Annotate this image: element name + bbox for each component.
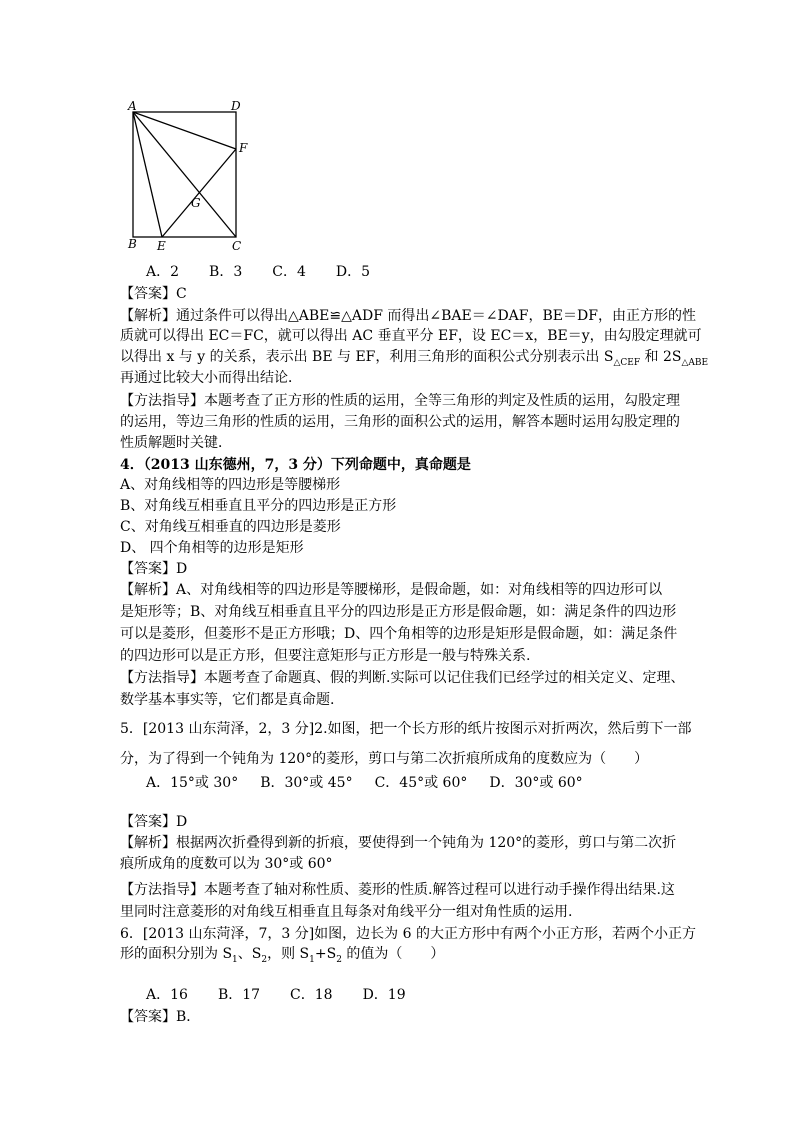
q4-analysis-line-2: 是矩形等；B、对角线互相垂直且平分的四边形是正方形是假命题，如：满足条件的四边形	[120, 604, 677, 620]
q3-sub-abe: △ABE	[681, 357, 709, 368]
q5-stem-line-2: 分，为了得到一个钝角为 120°的菱形，剪口与第二次折痕所成角的度数应为（ ）	[120, 751, 649, 767]
segment-ae	[133, 112, 162, 237]
q3-choice-d: D．5	[335, 264, 370, 280]
q4-method-line-2: 数学基本事实等，它们都是真命题.	[120, 692, 335, 708]
q3-sub-cef: △CEF	[613, 357, 641, 368]
q4-analysis-line-3: 可以是菱形，但菱形不是正方形哦；D、四个角相等的边形是矩形是假命题，如：满足条件	[120, 626, 678, 642]
q6-choice-d: D．19	[362, 987, 406, 1003]
q6-answer: 【答案】B．	[120, 1009, 201, 1025]
q3-analysis-line-2: 质就可以得出 EC＝FC，就可以得出 AC 垂直平分 EF，设 EC＝x，BE＝y，由勾股定理就可	[120, 328, 702, 344]
label-b: B	[128, 237, 137, 251]
label-f: F	[239, 141, 248, 155]
q4-option-a: A、对角线相等的四边形是等腰梯形	[120, 477, 341, 493]
q3-choice-a: A．2	[146, 264, 180, 280]
q3-method-line-1: 【方法指导】本题考查了正方形的性质的运用，全等三角形的判定及性质的运用，勾股定理	[120, 393, 680, 409]
label-g: G	[191, 196, 201, 210]
q5-choices	[146, 774, 605, 792]
q5-answer: 【答案】D	[120, 814, 188, 830]
q4-method-line-1: 【方法指导】本题考查了命题真、假的判断.实际可以记住我们已经学过的相关定义、定理、	[120, 670, 685, 686]
q4-option-b: B、对角线互相垂直且平分的四边形是正方形	[120, 498, 397, 514]
square-geometry-figure	[118, 100, 268, 260]
q3-method-line-2: 的运用，等边三角形的性质的运用，三角形的面积公式的运用，解答本题时运用勾股定理的	[120, 414, 680, 430]
q5-method-line-1: 【方法指导】本题考查了轴对称性质、菱形的性质.解答过程可以进行动手操作得出结果.这	[120, 882, 675, 898]
q4-stem: 4．（2013 山东德州，7，3 分）下列命题中，真命题是	[120, 457, 471, 473]
q6-choice-a: A．16	[146, 987, 188, 1003]
q3-analysis-line-3: 以得出 x 与 y 的关系，表示出 BE 与 EF，利用三角形的面积公式分别表示出 $S_{\triangle CEF}$ 和 $2S_{\triangle ABE}$	[120, 349, 709, 368]
q5-choice-a: A．15°或 30°	[146, 775, 239, 791]
q3-answer: 【答案】C	[120, 286, 187, 302]
q6-choice-b: B．17	[217, 987, 261, 1003]
q4-option-c: C、对角线互相垂直的四边形是菱形	[120, 519, 341, 535]
q4-option-d: D、 四个角相等的边形是矩形	[120, 540, 304, 556]
q5-method-line-2: 里同时注意菱形的对角线互相垂直且每条对角线平分一组对角性质的运用.	[120, 904, 573, 920]
q5-analysis-line-2: 痕所成角的度数可以为 30°或 60°	[120, 856, 333, 872]
geometry-diagram	[118, 100, 268, 260]
q6-choices	[146, 986, 436, 1004]
label-c: C	[232, 239, 242, 253]
label-a: A	[128, 100, 137, 113]
q4-analysis-line-1: 【解析】A、对角线相等的四边形是等腰梯形，是假命题，如：对角线相等的四边形可以	[120, 582, 663, 598]
q4-analysis-line-4: 的四边形可以是正方形，但要注意矩形与正方形是一般与特殊关系.	[120, 648, 531, 664]
q4-answer: 【答案】D	[120, 561, 188, 577]
q6-stem-line-1: 6．[2013 山东菏泽，7，3 分]如图，边长为 6 的大正方形中有两个小正方形，若两个小正方	[120, 926, 696, 942]
label-e: E	[157, 239, 166, 253]
label-d: D	[231, 100, 241, 113]
q3-choice-c: C．4	[272, 264, 306, 280]
q5-choice-d: D．30°或 60°	[489, 775, 583, 791]
q6-choice-c: C．18	[290, 987, 333, 1003]
q5-choice-b: B．30°或 45°	[260, 775, 353, 791]
q3-analysis-line-1: 【解析】通过条件可以得出△ABE≌△ADF 而得出∠BAE＝∠DAF，BE＝DF，由正方形的性	[120, 308, 696, 324]
q5-choice-c: C．45°或 60°	[374, 775, 468, 791]
q3-method-line-3: 性质解题时关键．	[120, 435, 232, 451]
q3-analysis-line-4: 再通过比较大小而得出结论．	[120, 370, 302, 386]
q3-choices	[146, 263, 400, 281]
q5-analysis-line-1: 【解析】根据两次折叠得到新的折痕，要使得到一个钝角为 120°的菱形，剪口与第二次折	[120, 835, 677, 851]
q5-stem-line-1: 5．[2013 山东菏泽，2，3 分]2.如图，把一个长方形的纸片按图示对折两次，然后剪下一部	[120, 721, 692, 737]
q6-stem-line-2: 形的面积分别为 $S_1$、$S_2$，则 $S_1+S_2$ 的值为（ ）	[120, 946, 445, 965]
q3-choice-b: B．3	[209, 264, 243, 280]
